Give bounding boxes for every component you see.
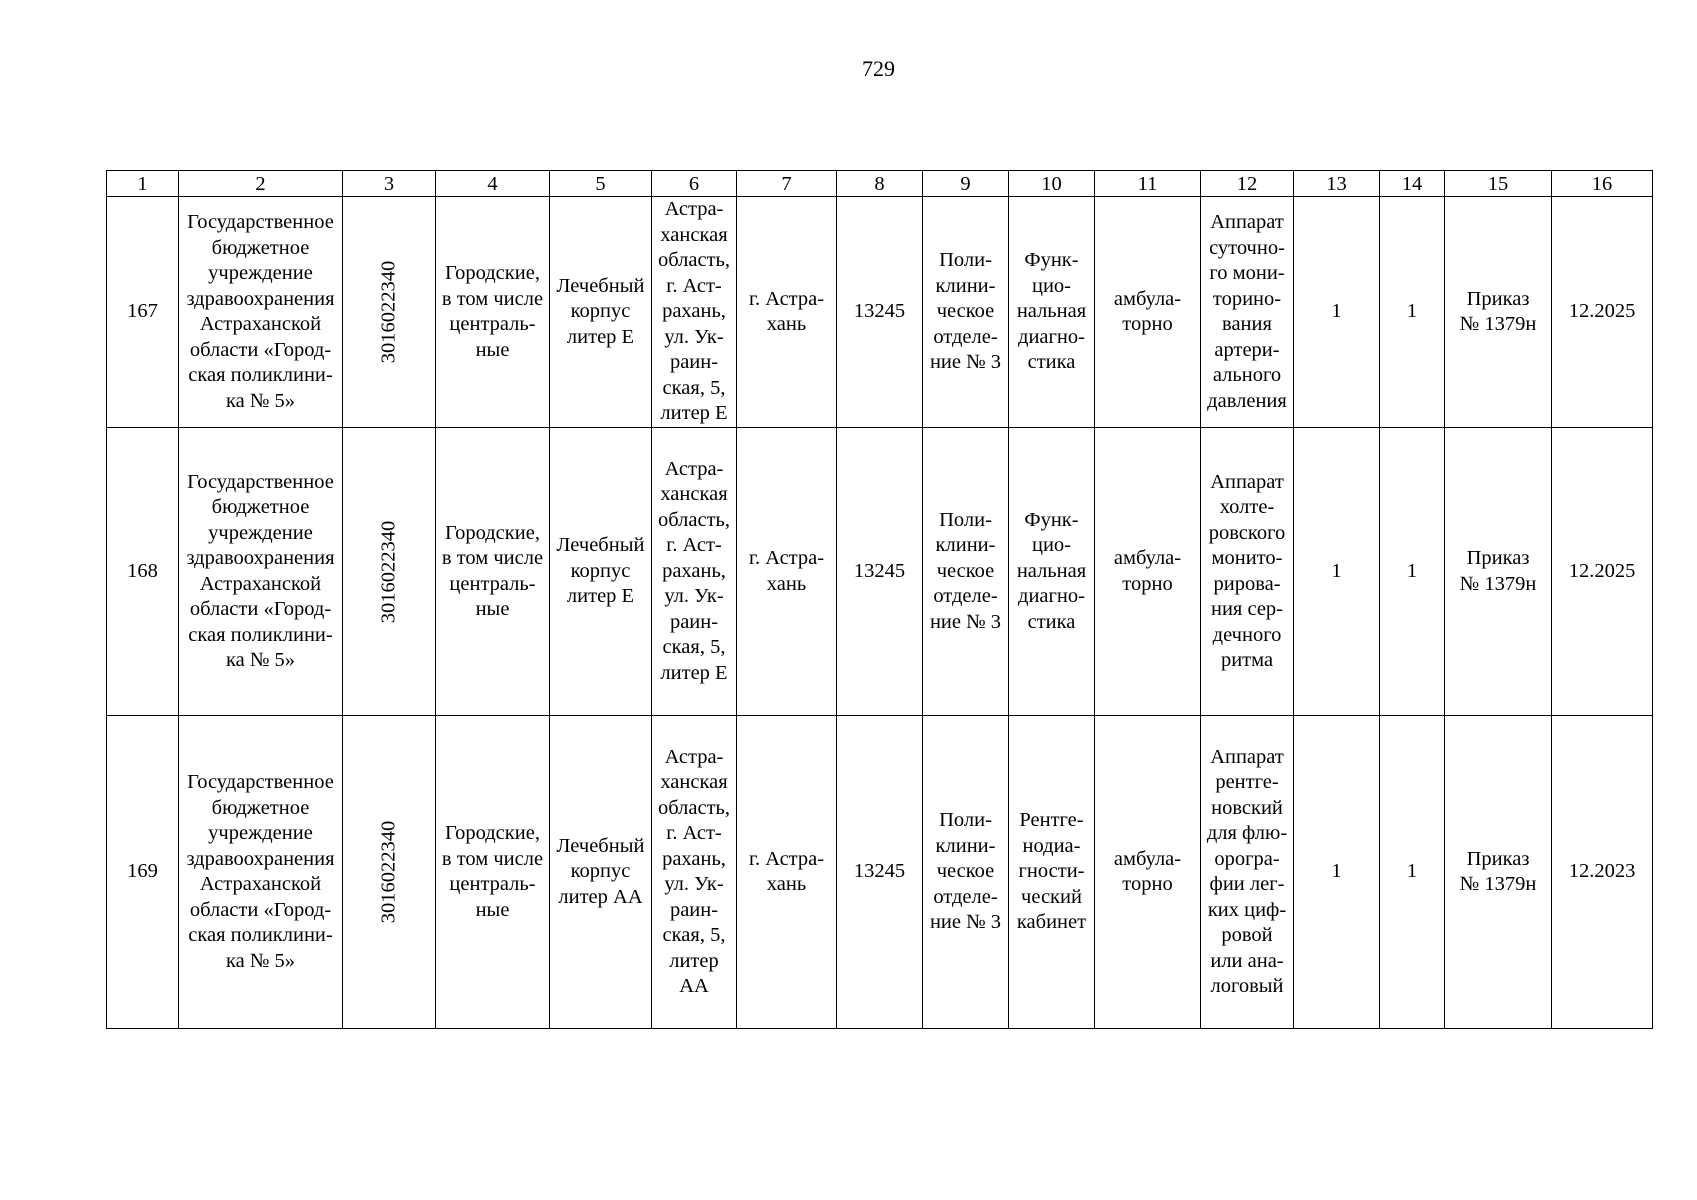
quantity-cell: 1	[1294, 716, 1380, 1029]
department-cell: Поли- клини- ческое отделе- ние № 3	[923, 428, 1009, 716]
unit-cell: Функ- цио- нальная диагно- стика	[1009, 197, 1095, 428]
column-number-header: 12	[1201, 171, 1294, 197]
column-number-header: 15	[1445, 171, 1552, 197]
order-cell: Приказ № 1379н	[1445, 428, 1552, 716]
type-cell: Городские, в том числе централь- ные	[436, 716, 550, 1029]
order-cell: Приказ № 1379н	[1445, 197, 1552, 428]
organization-cell: Государственное бюджетное учреждение здравоохранения Астраханской области «Город- ская поликлини- ка № 5»	[179, 428, 343, 716]
type-cell: Городские, в том числе централь- ные	[436, 428, 550, 716]
column-number-header: 14	[1380, 171, 1445, 197]
inn-cell	[343, 428, 436, 716]
header-row	[107, 171, 1653, 197]
mode-cell: амбула- торно	[1095, 197, 1201, 428]
equipment-cell: Аппарат суточно- го мони- торино- вания артери- ального давления	[1201, 197, 1294, 428]
page-number: 729	[862, 56, 895, 81]
city-cell: г. Астра- хань	[737, 716, 837, 1029]
quantity-cell: 1	[1294, 428, 1380, 716]
code-cell: 13245	[837, 716, 923, 1029]
organization-cell: Государственное бюджетное учреждение здравоохранения Астраханской области «Город- ская поликлини- ка № 5»	[179, 716, 343, 1029]
city-cell: г. Астра- хань	[737, 428, 837, 716]
inn-value: 3016022340	[377, 520, 400, 623]
date-cell: 12.2023	[1552, 716, 1653, 1029]
quantity-cell: 1	[1380, 197, 1445, 428]
quantity-cell: 1	[1380, 428, 1445, 716]
column-number-header: 2	[179, 171, 343, 197]
column-number-header: 9	[923, 171, 1009, 197]
type-cell: Городские, в том числе централь- ные	[436, 197, 550, 428]
building-cell: Лечебный корпус литер Е	[550, 197, 652, 428]
quantity-cell: 1	[1380, 716, 1445, 1029]
address-cell: Астра- ханская область, г. Аст- рахань, ул. Ук- раин- ская, 5, литер АА	[652, 716, 737, 1029]
unit-cell: Функ- цио- нальная диагно- стика	[1009, 428, 1095, 716]
column-number-header: 3	[343, 171, 436, 197]
table-row	[107, 428, 1653, 716]
unit-cell: Рентге- нодиа- гности- ческий кабинет	[1009, 716, 1095, 1029]
order-cell: Приказ № 1379н	[1445, 716, 1552, 1029]
city-cell: г. Астра- хань	[737, 197, 837, 428]
inn-value: 3016022340	[377, 260, 400, 364]
column-number-header: 11	[1095, 171, 1201, 197]
row-number-cell: 168	[107, 428, 179, 716]
organization-cell: Государственное бюджетное учреждение здравоохранения Астраханской области «Город- ская поликлини- ка № 5»	[179, 197, 343, 428]
address-cell: Астра- ханская область, г. Аст- рахань, ул. Ук- раин- ская, 5, литер Е	[652, 197, 737, 428]
code-cell: 13245	[837, 428, 923, 716]
date-cell: 12.2025	[1552, 428, 1653, 716]
column-number-header: 5	[550, 171, 652, 197]
inn-cell	[343, 197, 436, 428]
column-number-header: 7	[737, 171, 837, 197]
equipment-cell: Аппарат холте- ровского монито- рирова- ния сер- дечного ритма	[1201, 428, 1294, 716]
column-number-header: 4	[436, 171, 550, 197]
quantity-cell: 1	[1294, 197, 1380, 428]
department-cell: Поли- клини- ческое отделе- ние № 3	[923, 197, 1009, 428]
column-number-header: 16	[1552, 171, 1653, 197]
code-cell: 13245	[837, 197, 923, 428]
inn-value: 3016022340	[377, 820, 400, 924]
column-number-header: 13	[1294, 171, 1380, 197]
date-cell: 12.2025	[1552, 197, 1653, 428]
registry-table	[106, 170, 1653, 1029]
table-row	[107, 716, 1653, 1029]
department-cell: Поли- клини- ческое отделе- ние № 3	[923, 716, 1009, 1029]
row-number-cell: 169	[107, 716, 179, 1029]
mode-cell: амбула- торно	[1095, 716, 1201, 1029]
table-row	[107, 197, 1653, 428]
column-number-header: 1	[107, 171, 179, 197]
column-number-header: 6	[652, 171, 737, 197]
column-number-header: 8	[837, 171, 923, 197]
mode-cell: амбула- торно	[1095, 428, 1201, 716]
building-cell: Лечебный корпус литер АА	[550, 716, 652, 1029]
equipment-cell: Аппарат рентге- новский для флю- орогра- фии лег- ких циф- ровой или ана- логовый	[1201, 716, 1294, 1029]
inn-cell	[343, 716, 436, 1029]
address-cell: Астра- ханская область, г. Аст- рахань, ул. Ук- раин- ская, 5, литер Е	[652, 428, 737, 716]
row-number-cell: 167	[107, 197, 179, 428]
column-number-header: 10	[1009, 171, 1095, 197]
building-cell: Лечебный корпус литер Е	[550, 428, 652, 716]
